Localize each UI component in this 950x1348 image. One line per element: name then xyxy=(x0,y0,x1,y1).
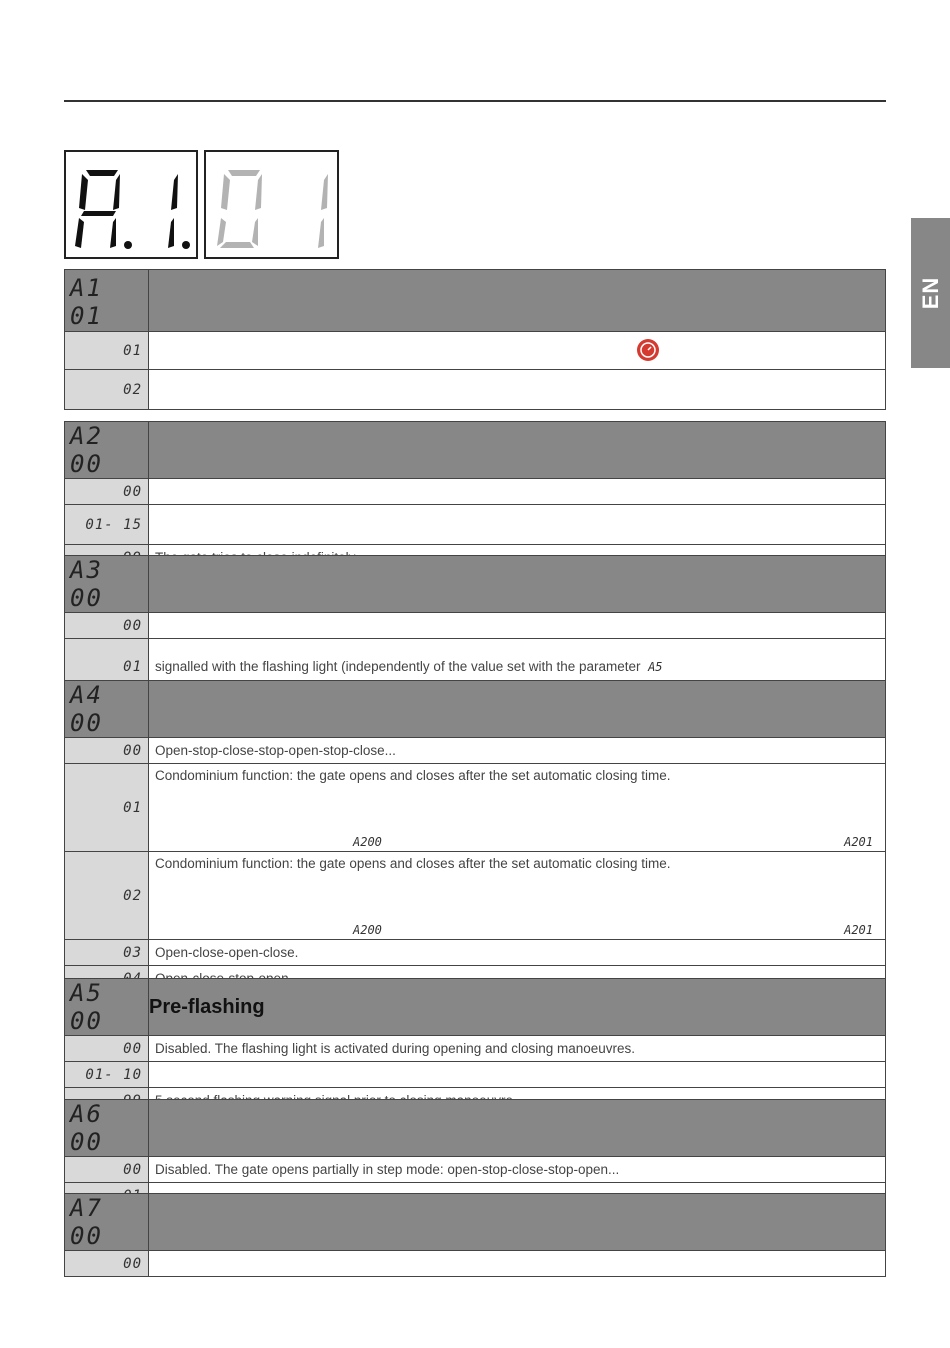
param-reference: A5 xyxy=(648,660,663,674)
option-code: 01- 10 xyxy=(65,1062,149,1088)
option-description: signalled with the flashing light (independently of the value set with the parameter A5 xyxy=(149,639,886,695)
param-reference: A200 xyxy=(353,923,382,937)
param-code-a4: A4 00 xyxy=(65,681,149,738)
option-description xyxy=(149,479,886,505)
red-timer-icon xyxy=(637,339,659,361)
option-description: Condominium function: the gate opens and closes after the set automatic closing time. A200 A201 xyxy=(149,852,886,940)
param-header-a3 xyxy=(65,556,886,613)
segment-display-01 xyxy=(206,152,337,257)
option-description: Open-stop-close-stop-open-stop-close... xyxy=(149,738,886,764)
option-code: 00 xyxy=(65,738,149,764)
option-code: 00 xyxy=(65,1157,149,1183)
table-row xyxy=(65,1157,886,1183)
option-code: 02 xyxy=(65,852,149,940)
option-code: 00 xyxy=(65,613,149,639)
table-row xyxy=(65,852,886,940)
param-reference: A200 xyxy=(353,835,382,849)
language-tab-label: EN xyxy=(917,276,943,310)
option-code: 01 xyxy=(65,764,149,852)
option-description: Open-close-open-close. xyxy=(149,940,886,966)
param-code-a5: A5 00 xyxy=(65,979,149,1036)
top-rule xyxy=(64,100,886,102)
table-row xyxy=(65,332,886,370)
option-description xyxy=(149,1251,886,1277)
option-code: 00 xyxy=(65,479,149,505)
param-reference: A201 xyxy=(844,835,873,849)
param-code-a3: A3 00 xyxy=(65,556,149,613)
table-row xyxy=(65,1036,886,1062)
param-header-a5 xyxy=(65,979,886,1036)
param-table-a2 xyxy=(64,421,886,571)
param-table-a1 xyxy=(64,269,886,410)
table-row xyxy=(65,370,886,410)
param-header-a2 xyxy=(65,422,886,479)
table-row xyxy=(65,1062,886,1088)
param-title-a1 xyxy=(149,270,886,332)
option-description xyxy=(149,332,886,370)
param-header-a6 xyxy=(65,1100,886,1157)
param-table-a4 xyxy=(64,680,886,992)
option-description xyxy=(149,1062,886,1088)
option-code: 00 xyxy=(65,1251,149,1277)
table-row xyxy=(65,738,886,764)
param-title-a5: Pre-flashing xyxy=(149,979,886,1036)
option-description: Disabled. The gate opens partially in step mode: open-stop-close-stop-open... xyxy=(149,1157,886,1183)
param-title-a2 xyxy=(149,422,886,479)
option-description xyxy=(149,505,886,545)
param-header-a4 xyxy=(65,681,886,738)
param-header-a1 xyxy=(65,270,886,332)
param-code-a6: A6 00 xyxy=(65,1100,149,1157)
param-title-a3 xyxy=(149,556,886,613)
param-code-a2: A2 00 xyxy=(65,422,149,479)
segment-display-a1 xyxy=(66,152,196,257)
option-description xyxy=(149,370,886,410)
option-description: Condominium function: the gate opens and closes after the set automatic closing time. A200 A201 xyxy=(149,764,886,852)
param-reference: A201 xyxy=(844,923,873,937)
param-title-a7 xyxy=(149,1194,886,1251)
table-row xyxy=(65,764,886,852)
param-title-a6 xyxy=(149,1100,886,1157)
param-table-a3 xyxy=(64,555,886,695)
option-code: 01- 15 xyxy=(65,505,149,545)
table-row xyxy=(65,1251,886,1277)
table-row xyxy=(65,613,886,639)
param-table-a5 xyxy=(64,978,886,1114)
param-code-a7: A7 00 xyxy=(65,1194,149,1251)
option-code: 02 xyxy=(65,370,149,410)
display-left-digits xyxy=(64,150,198,259)
table-row xyxy=(65,505,886,545)
table-row xyxy=(65,940,886,966)
display-right-digits xyxy=(204,150,339,259)
param-code-a1: A1 01 xyxy=(65,270,149,332)
option-code: 01 xyxy=(65,639,149,695)
option-description xyxy=(149,613,886,639)
option-code: 03 xyxy=(65,940,149,966)
param-table-a7 xyxy=(64,1193,886,1277)
param-title-a4 xyxy=(149,681,886,738)
option-description: Disabled. The flashing light is activated during opening and closing manoeuvres. xyxy=(149,1036,886,1062)
option-code: 00 xyxy=(65,1036,149,1062)
language-tab[interactable] xyxy=(911,218,950,368)
param-header-a7 xyxy=(65,1194,886,1251)
option-code: 01 xyxy=(65,332,149,370)
table-row xyxy=(65,479,886,505)
